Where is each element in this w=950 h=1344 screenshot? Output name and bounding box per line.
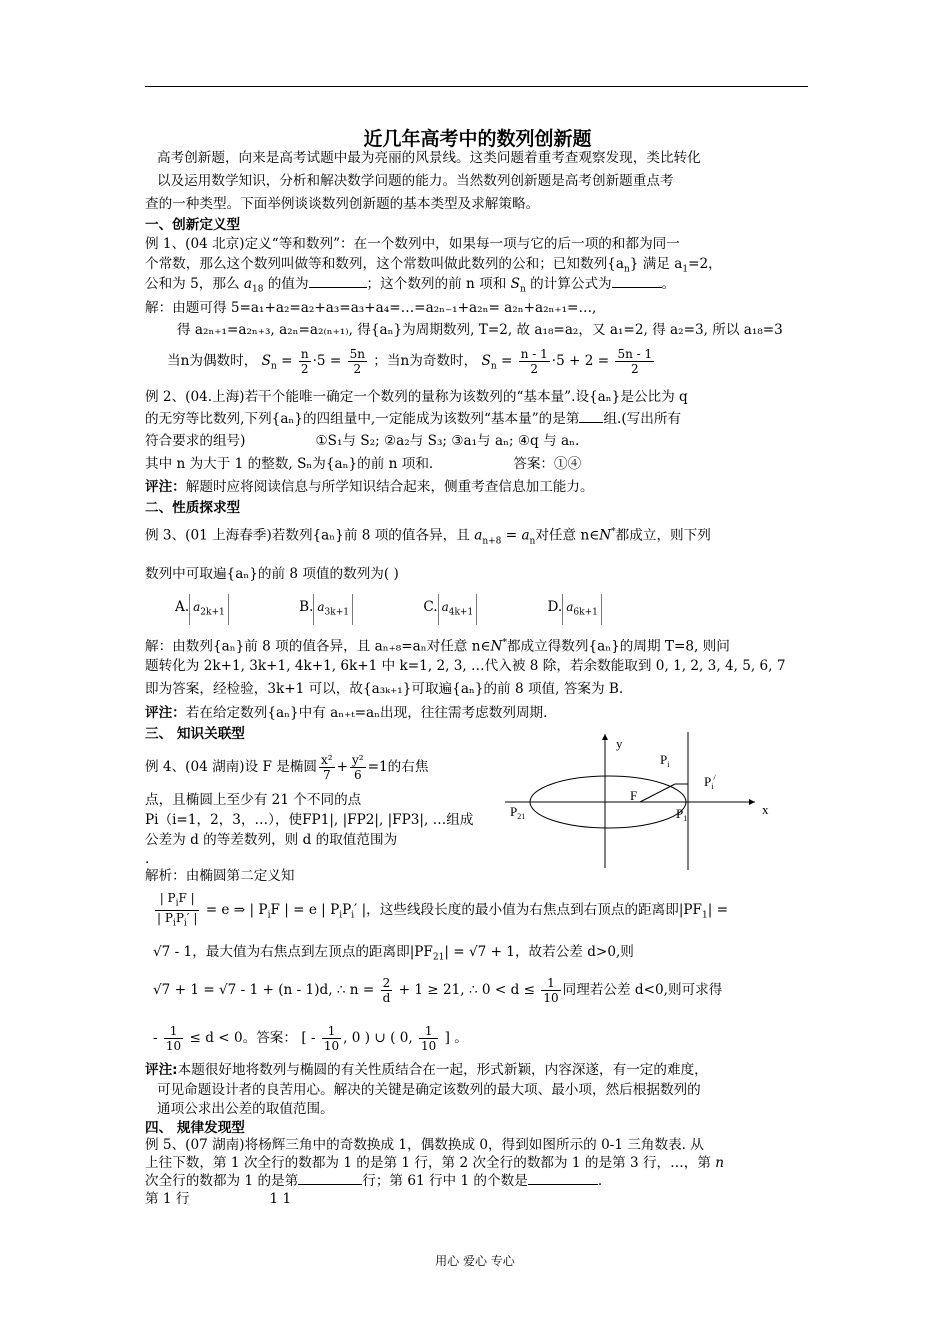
example3-line-2: 数列中可取遍{aₙ}的前 8 项值的数列为( ) <box>145 566 399 582</box>
section-heading-2: 二、性质探求型 <box>145 500 241 516</box>
solution4-line-4: √7 + 1 = √7 - 1 + (n - 1)d, ∴ n = $\frac{2}{d}$ + 1 ≥ 21, ∴ 0 < d ≤ $\frac{1}{10}$ 同理若公差 d<0,则可求得 <box>153 976 723 1005</box>
x-label: x <box>762 802 769 817</box>
example4-line-4: 公差为 d 的等差数列，则 d 的取值范围为 <box>145 832 398 848</box>
example5-line-3: 次全行的数都为 1 的是第 行；第 61 行中 1 的个数是 . <box>145 1173 603 1189</box>
focal-segment <box>640 784 675 802</box>
point-pi-label: $P_i$ <box>660 752 670 769</box>
example2-line-2: 的无穷等比数列,下列{aₙ}的四组量中,一定能成为该数列“基本量”的是第 组.(写出所有 <box>145 411 682 427</box>
solution1-line-1: 解：由题可得 5=a₁+a₂=a₂+a₃=a₃+a₄=…=a₂ₙ₋₁+a₂ₙ= a₂ₙ+a₂ₙ₊₁=…, <box>145 300 597 316</box>
example1-line-1: 例 1、(04 北京)定义“等和数列”：在一个数列中，如果每一项与它的后一项的和都为同一 <box>145 236 680 252</box>
ellipse-figure <box>500 728 800 873</box>
example3-line-1: 例 3、(01 上海春季)若数列{aₙ}前 8 项的值各异，且 $a_{n+8} = a_n$对任意 n∈N*都成立，则下列 <box>145 527 711 547</box>
option-d: D. $a_{6k+1}$ <box>548 599 602 615</box>
comment-3-line-1: 评注:本题很好地将数列与椭圆的有关性质结合在一起，形式新颖，内容深遂，有一定的难度， <box>145 1062 708 1078</box>
solution3-line-2: 题转化为 2k+1, 3k+1, 4k+1, 6k+1 中 k=1, 2, 3, …代入被 8 除，若余数能取到 0, 1, 2, 3, 4, 5, 6, 7 <box>145 658 786 674</box>
section-heading-4: 四、 规律发现型 <box>145 1120 245 1136</box>
focus-label: F <box>630 788 638 803</box>
y-label: y <box>616 736 623 751</box>
example1-line-3: 公和为 5，那么 $a_{18}$ 的值为 ；这个数列的前 n 项和 $S_n$ 的计算公式为 。 <box>145 276 676 295</box>
option-b: B. $a_{3k+1}$ <box>299 599 353 615</box>
comment-2: 评注：若在给定数列{aₙ}中有 aₙ₊ₜ=aₙ出现，往往需考虑数列周期. <box>145 705 548 721</box>
example5-line-1: 例 5、(07 湖南)将杨辉三角中的奇数换成 1，偶数换成 0，得到如图所示的 0-1 三角数表. 从 <box>145 1137 704 1153</box>
row-1-line: 第 1 行 1 1 <box>145 1191 292 1207</box>
option-c: C. $a_{4k+1}$ <box>423 599 477 615</box>
section-heading-3: 三、 知识关联型 <box>145 726 245 742</box>
example2-line-1: 例 2、(04.上海)若干个能唯一确定一个数列的量称为该数列的“基本量”.设{aₙ}是公比为 q <box>145 389 688 405</box>
page-footer: 用心 爱心 专心 <box>435 1254 515 1268</box>
example4-line-1: 例 4、(04 湖南)设 F 是椭圆 $\frac{\text{x²}}{7}$ + $\frac{\text{y²}}{6}$ =1的右焦 <box>145 753 429 782</box>
example2-line-3: 符合要求的组号) ①S₁与 S₂; ②a₂与 S₃; ③a₁与 aₙ; ④q 与 aₙ. <box>145 433 580 449</box>
solution4-line-3: √7 - 1，最大值为右焦点到左顶点的距离即$|PF_{21}| = √7 + 1$，故若公差 d>0,则 <box>153 944 634 963</box>
solution1-line-3: 当n为偶数时， $S_n$ = $\frac{n}{2}$ ·5 = $\frac{5n}{2}$ ；当n为奇数时， $S_n$ = $\frac{n - 1}{2}$ ·5 + 2 = $\frac{5n - 1}{2}$ <box>167 347 653 376</box>
intro-line-1: 高考创新题，向来是高考试题中最为亮丽的风景线。这类问题着重考查观察发现，类比转化 <box>157 150 701 166</box>
example5-line-2: 上往下数，第 1 次全行的数都为 1 的是第 1 行，第 2 次全行的数都为 1 的是第 3 行，…，第 n <box>145 1155 725 1171</box>
example2-line-4: 其中 n 为大于 1 的整数, Sₙ为{aₙ}的前 n 项和. 答案：①④ <box>145 456 582 472</box>
intro-line-3: 查的一种类型。下面举例谈谈数列创新题的基本类型及求解策略。 <box>145 196 540 212</box>
example4-line-3: Pi（i=1，2，3，…），使FP1|, |FP2|, |FP3|, …组成 <box>145 812 474 828</box>
solution4-line-2: $\frac{| P_iF |}{| P_iP_i' |}$ = e ⇒ | $P_iF$ | = e | $P_iP_i'$ |，这些线段长度的最小值为右焦点到右顶点的距离即$|PF_1|$ = <box>157 890 729 929</box>
header-rule <box>145 86 808 87</box>
point-pi-prime-label: $P_i^/$ <box>704 773 716 791</box>
example4-line-5: . <box>145 851 150 867</box>
comment-1: 评注：解题时应将阅读信息与所学知识结合起来，侧重考查信息加工能力。 <box>145 479 594 495</box>
solution4-line-1: 解析：由椭圆第二定义知 <box>145 868 295 884</box>
comment-3-line-2: 可见命题设计者的良苦用心。解决的关键是确定该数列的最大项、最小项，然后根据数列的 <box>157 1082 701 1098</box>
example3-options <box>175 594 602 625</box>
example1-line-2: 个常数，那么这个数列叫做等和数列，这个常数叫做此数列的公和；已知数列$\{a_n\}$ 满足 $a_1=2$， <box>145 256 722 275</box>
solution3-line-1: 解：由数列{aₙ}前 8 项的值各异，且 aₙ₊₈=aₙ对任意 n∈N*都成立得数列{aₙ}的周期 T=8, 则问 <box>145 638 730 655</box>
solution4-line-5: - $\frac{1}{10}$ ≤ d < 0。答案： [ - $\frac{1}{10}$ , 0 ) ∪ ( 0, $\frac{1}{10}$ ] 。 <box>153 1024 468 1053</box>
example4-line-2: 点，且椭圆上至少有 21 个不同的点 <box>145 792 362 808</box>
option-a: A. $a_{2k+1}$ <box>175 599 229 615</box>
intro-line-2: 以及运用数学知识，分析和解决数学问题的能力。当然数列创新题是高考创新题重点考 <box>157 173 674 189</box>
solution1-line-2: 得 a₂ₙ₊₁=a₂ₙ₊₃, a₂ₙ=a₂₍ₙ₊₁₎, 得{aₙ}为周期数列, T=2, 故 a₁₈=a₂，又 a₁=2, 得 a₂=3, 所以 a₁₈=3 <box>177 322 783 338</box>
point-p1-label: $P_1$ <box>676 806 688 823</box>
solution3-line-3: 即为答案，经检验，3k+1 可以，故{a₃ₖ₊₁}可取遍{aₙ}的前 8 项值, 答案为 B. <box>145 681 624 697</box>
section-heading-1: 一、创新定义型 <box>145 217 241 233</box>
point-p21-label: $P_{21}$ <box>510 804 526 821</box>
page-title: 近几年高考中的数列创新题 <box>363 128 592 150</box>
comment-3-line-3: 通项公求出公差的取值范围。 <box>157 1101 334 1117</box>
